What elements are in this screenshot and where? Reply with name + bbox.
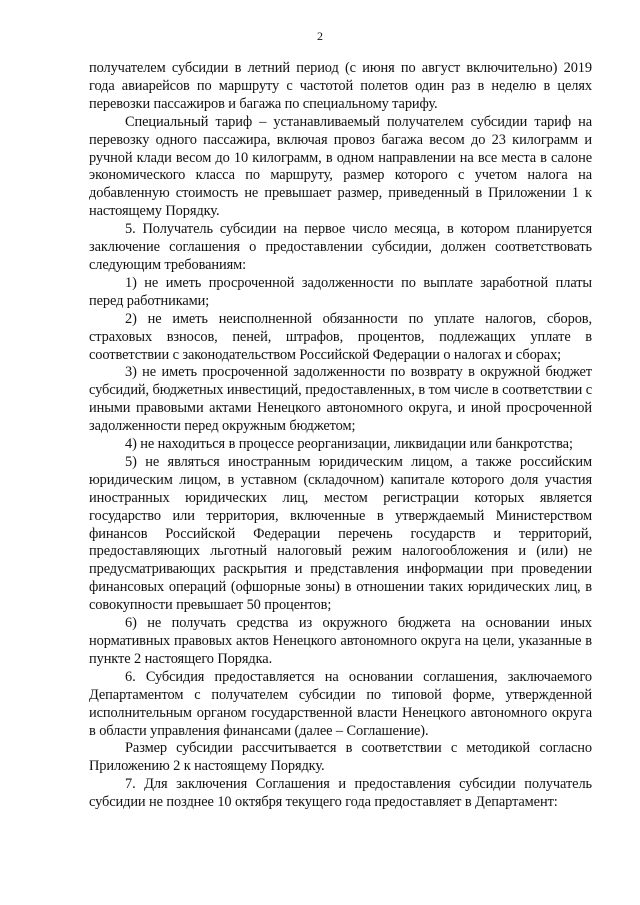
- paragraph: 1) не иметь просроченной задолженности по выплате заработной платы перед работниками;: [89, 274, 592, 309]
- paragraph: 5) не являться иностранным юридическим лицом, а также российским юридическим лицом, в уставном (складочном) капитале которого доля участия иностранных юридических лиц, местом регистрации которых является государство или территория, включенные в утверждаемый Министерством финансов Российской Федерации перечень государств и территорий, предоставляющих льготный налоговый режим налогообложения и (или) не предусматривающих раскрытия и представления информации при проведении финансовых операций (офшорные зоны) в отношении таких юридических лиц, в совокупности превышает 50 процентов;: [89, 453, 592, 614]
- document-body: [89, 60, 592, 812]
- paragraph: 6. Субсидия предоставляется на основании соглашения, заключаемого Департаментом с получателем субсидии по типовой форме, утвержденной исполнительным органом государственной власти Ненецкого автономного округа в области управления финансами (далее – Соглашение).: [89, 668, 592, 739]
- paragraph: Специальный тариф – устанавливаемый получателем субсидии тариф на перевозку одного пассажира, включая провоз багажа весом до 23 килограмм и ручной клади весом до 10 килограмм, в одном направлении на все места в салоне экономического класса по маршруту, размер которого с учетом налога на добавленную стоимость не превышает размер, приведенный в Приложении 1 к настоящему Порядку.: [89, 113, 592, 220]
- paragraph: 2) не иметь неисполненной обязанности по уплате налогов, сборов, страховых взносов, пеней, штрафов, процентов, подлежащих уплате в соответствии с законодательством Российской Федерации о налогах и сборах;: [89, 310, 592, 363]
- paragraph: Размер субсидии рассчитывается в соответствии с методикой согласно Приложению 2 к настоящему Порядку.: [89, 740, 592, 775]
- paragraph: 6) не получать средства из окружного бюджета на основании иных нормативных правовых актов Ненецкого автономного округа на цели, указанные в пункте 2 настоящего Порядка.: [89, 615, 592, 667]
- paragraph: получателем субсидии в летний период (с июня по август включительно) 2019 года авиарейсов по маршруту с частотой полетов один раз в неделю в целях перевозки пассажиров и багажа по специальному тарифу.: [89, 60, 592, 112]
- paragraph: 7. Для заключения Соглашения и предоставления субсидии получатель субсидии не позднее 10 октября текущего года предоставляет в Департамент:: [89, 776, 592, 811]
- paragraph: 3) не иметь просроченной задолженности по возврату в окружной бюджет субсидий, бюджетных инвестиций, предоставленных, в том числе в соответствии с иными правовыми актами Ненецкого автономного округа, и иной просроченной задолженности перед окружным бюджетом;: [89, 364, 592, 435]
- paragraph: 5. Получатель субсидии на первое число месяца, в котором планируется заключение соглашения о предоставлении субсидии, должен соответствовать следующим требованиям:: [89, 221, 592, 273]
- page-number: 2: [317, 29, 323, 43]
- paragraph: 4) не находиться в процессе реорганизации, ликвидации или банкротства;: [125, 436, 573, 453]
